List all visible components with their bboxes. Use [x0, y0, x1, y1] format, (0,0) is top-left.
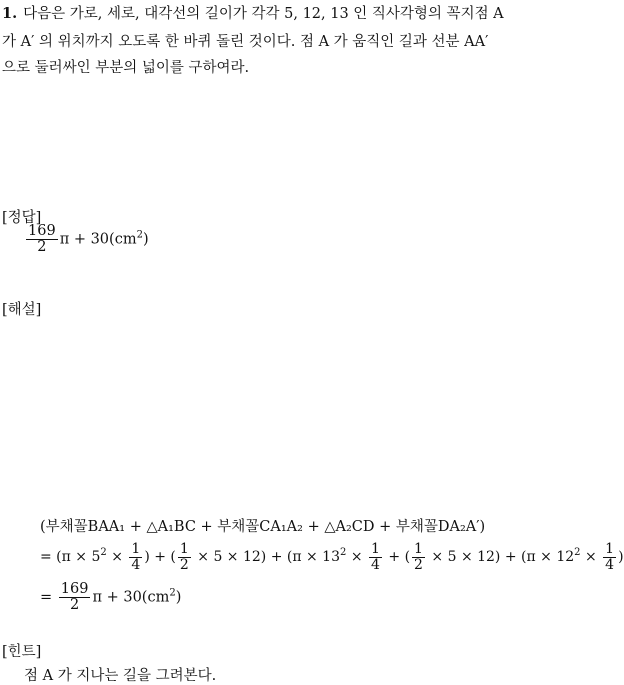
solution-term-1: = (π × 5	[40, 549, 101, 566]
solution-exp-1: 2	[100, 547, 107, 559]
answer-close: )	[142, 231, 149, 248]
solution-term-5: × 5 × 12) + (π × 12	[426, 549, 575, 566]
frac5-num: 1	[605, 541, 615, 557]
solution-fraction-3	[369, 542, 382, 572]
frac2-den: 2	[179, 556, 189, 573]
solution-times-1: ×	[106, 549, 128, 566]
frac2-num: 1	[179, 541, 189, 557]
solution-fraction-1	[129, 542, 142, 572]
solution-header: [해설]	[2, 302, 42, 318]
solution-exp-3: 2	[574, 547, 581, 559]
result-frac-num: 169	[60, 581, 89, 597]
question-line-1	[2, 2, 504, 23]
question-text-1: 다음은 가로, 세로, 대각선의 길이가 각각 5, 12, 13 인 직사각형의 꼭지점 A	[23, 6, 504, 22]
solution-result-rest: π + 30(cm	[92, 589, 170, 606]
frac1-den: 4	[131, 556, 141, 573]
question-line-3: 으로 둘러싸인 부분의 넓이를 구하여라.	[2, 60, 250, 76]
frac3-num: 1	[371, 541, 380, 557]
solution-result-close: )	[175, 589, 182, 606]
answer-expression	[24, 224, 149, 255]
question-number: 1.	[2, 5, 18, 22]
hint-header: [힌트]	[2, 644, 42, 660]
frac1-num: 1	[131, 541, 141, 557]
frac4-den: 2	[414, 556, 423, 573]
solution-eq: =	[40, 589, 57, 606]
solution-times-3: ×	[580, 549, 602, 566]
answer-header: [정답]	[2, 210, 42, 226]
answer-fraction-denominator: 2	[37, 239, 47, 256]
frac5-den: 4	[605, 556, 615, 573]
solution-line-2	[40, 542, 624, 572]
solution-result-fraction	[59, 582, 91, 613]
solution-line-1: (부채꼴BAA₁ + △A₁BC + 부채꼴CA₁A₂ + △A₂CD + 부채꼴DA₂A′)	[40, 519, 486, 535]
frac3-den: 4	[371, 556, 380, 573]
question-line-2: 가 A′ 의 위치까지 오도록 한 바퀴 돌린 것이다. 점 A 가 움직인 길과 선분 AA′	[2, 34, 489, 50]
solution-fraction-4	[412, 542, 425, 572]
solution-term-2: ) + (	[144, 549, 176, 566]
solution-result-exp: 2	[169, 587, 176, 599]
answer-fraction-numerator: 169	[28, 223, 56, 239]
result-frac-den: 2	[69, 597, 80, 614]
answer-rest: π + 30(cm	[59, 231, 137, 248]
hint-text: 점 A 가 지나는 길을 그려본다.	[24, 668, 217, 684]
solution-times-2: ×	[346, 549, 368, 566]
solution-term-6: )	[618, 549, 624, 566]
solution-fraction-5	[603, 542, 616, 572]
answer-exponent: 2	[136, 229, 143, 241]
solution-line-3	[40, 582, 181, 613]
solution-fraction-2	[178, 542, 191, 572]
solution-term-4: + (	[383, 549, 411, 566]
solution-exp-2: 2	[340, 547, 347, 559]
solution-term-3: × 5 × 12) + (π × 13	[192, 549, 340, 566]
answer-fraction	[26, 224, 58, 255]
frac4-num: 1	[414, 541, 423, 557]
